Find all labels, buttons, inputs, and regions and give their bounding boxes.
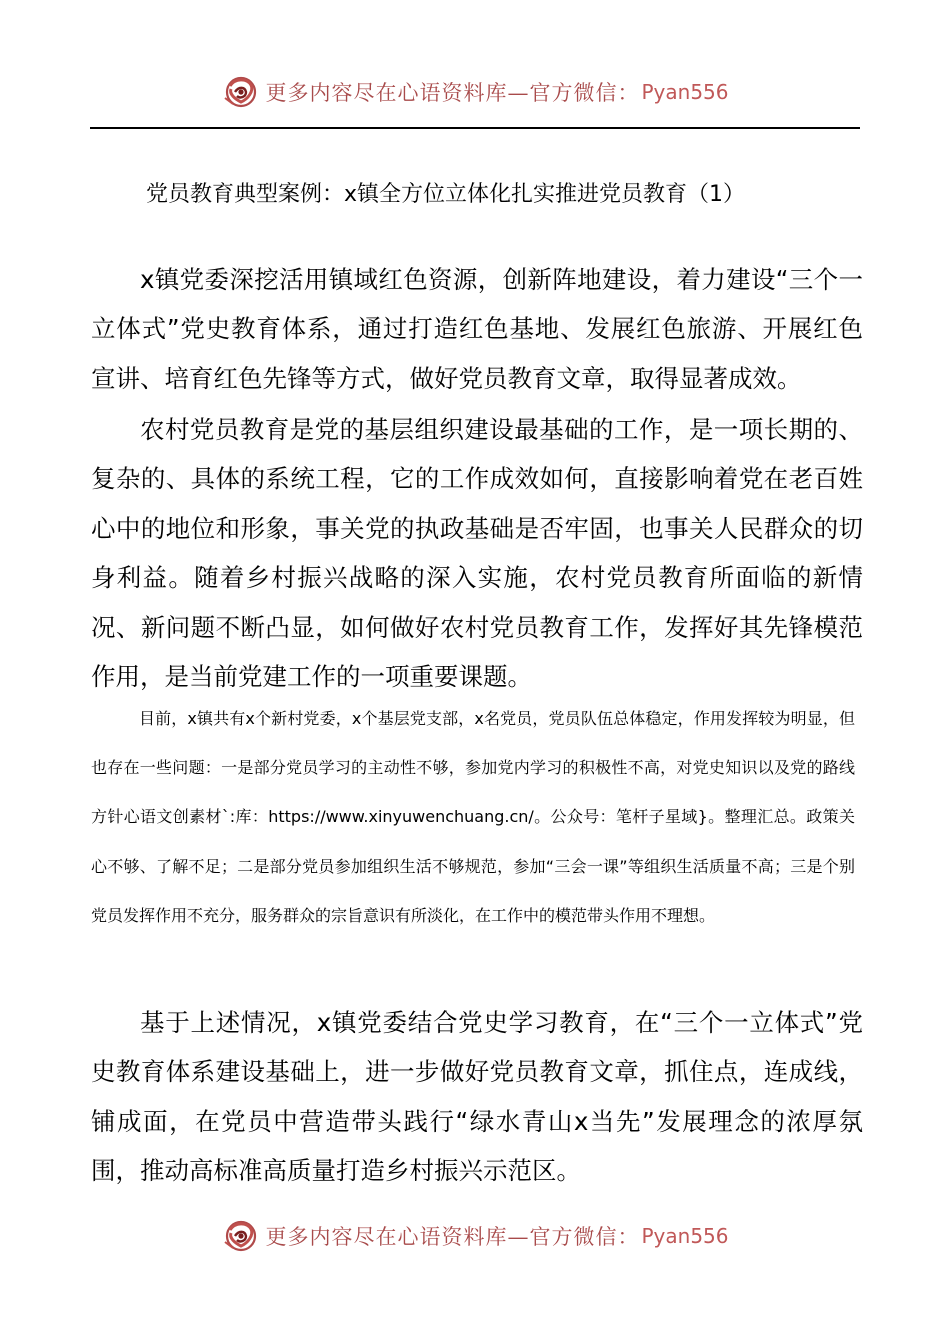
paragraph-current-status: 目前，x镇共有x个新村党委，x个基层党支部，x名党员，党员队伍总体稳定，作用发挥较为明显，但也存在一些问题：一是部分党员学习的主动性不够，参加党内学习的积极性不高，对党史知识以及党的路线方针心语文创素材`:库：https://www.xinyuwenchuang.cn/。公众号：笔杆子星域}。整理汇总。政策关心不够、了解不足；二是部分党员参加组织生活不够规范，参加“三会一课”等组织生活质量不高；三是个别党员发挥作用不充分，服务群众的宗旨意识有所淡化，在工作中的模范带头作用不理想。 bbox=[91, 709, 855, 925]
paragraph-background: 农村党员教育是党的基层组织建设最基础的工作，是一项长期的、复杂的、具体的系统工程，它的工作成效如何，直接影响着党在老百姓心中的地位和形象，事关党的执政基础是否牢固，也事关人民群众的切身利益。随着乡村振兴战略的深入实施，农村党员教育所面临的新情况、新问题不断凸显，如何做好农村党员教育工作，发挥好其先锋模范作用，是当前党建工作的一项重要课题。 bbox=[91, 414, 863, 691]
header-wechat-id: Pyan556 bbox=[641, 80, 729, 104]
footer-banner-text: 更多内容尽在心语资料库—官方微信： bbox=[265, 1225, 640, 1249]
header-divider bbox=[90, 127, 860, 129]
header-banner-text: 更多内容尽在心语资料库—官方微信： bbox=[265, 81, 640, 105]
footer-banner bbox=[0, 1214, 950, 1258]
heart-swirl-logo-icon bbox=[221, 1216, 261, 1256]
document-title: 党员教育典型案例：x镇全方位立体化扎实推进党员教育（1） bbox=[146, 182, 746, 207]
paragraph-approach: 基于上述情况，x镇党委结合党史学习教育，在“三个一立体式”党史教育体系建设基础上，进一步做好党员教育文章，抓住点，连成线，铺成面，在党员中营造带头践行“绿水青山x当先”发展理念的浓厚氛围，推动高标准高质量打造乡村振兴示范区。 bbox=[91, 1007, 863, 1185]
header-banner bbox=[0, 70, 950, 114]
paragraph-intro: x镇党委深挖活用镇域红色资源，创新阵地建设，着力建设“三个一立体式”党史教育体系，通过打造红色基地、发展红色旅游、开展红色宣讲、培育红色先锋等方式，做好党员教育文章，取得显著成效。 bbox=[91, 264, 863, 393]
footer-wechat-id: Pyan556 bbox=[641, 1224, 729, 1248]
heart-swirl-logo-icon bbox=[221, 72, 261, 112]
